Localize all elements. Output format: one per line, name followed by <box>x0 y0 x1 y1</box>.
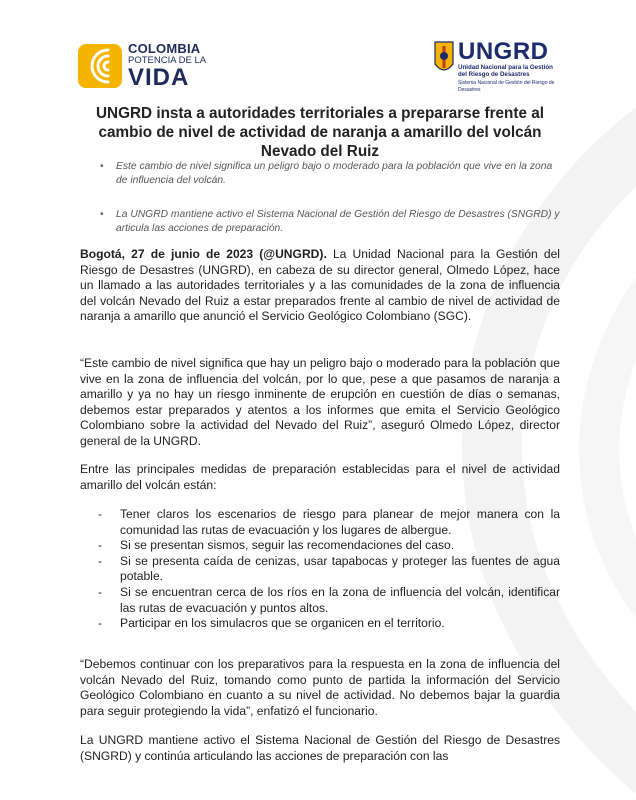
document-header <box>78 40 568 96</box>
body-paragraph-2: “Este cambio de nivel significa que hay un peligro bajo o moderado para la población que vive en la zona de influencia del volcán, por lo que, pese a que pasamos de naranja a amarillo y ya no hay un riesgo inminente de erupción en cuestión de días o semanas, debemos estar preparados y atentos a los informes que emita el Servicio Geológico Colombiano sobre la actividad del Nevado del Ruiz”, aseguró Olmedo López, director general de la UNGRD. <box>80 356 560 448</box>
measure-item: - Si se presentan sismos, seguir las recomendaciones del caso. <box>98 538 560 554</box>
ungrd-wordmark: UNGRD <box>458 38 549 65</box>
measure-item: - Participar en los simulacros que se organicen en el territorio. <box>98 616 560 632</box>
body-paragraph-3: Entre las principales medidas de preparación establecidas para el nivel de actividad amarillo del volcán están: <box>80 462 560 492</box>
highlight-list-1 <box>96 160 566 188</box>
highlight-item: • Este cambio de nivel significa un peligro bajo o moderado para la población que vive en la zona de influencia del volcán. <box>96 160 566 188</box>
ungrd-shield-icon <box>433 40 455 80</box>
ungrd-subtitle: Unidad Nacional para la Gestión del Riesgo de Desastres <box>458 64 553 78</box>
measures-list <box>98 507 560 632</box>
logo-line-potencia: POTENCIA DE LA <box>128 55 207 66</box>
press-release-title: UNGRD insta a autoridades territoriales a prepararse frente al cambio de nivel de actividad de naranja a amarillo del volcán Nevado del Ruiz <box>95 105 545 160</box>
ungrd-logo <box>433 40 568 94</box>
measure-item: - Tener claros los escenarios de riesgo para planear de mejor manera con la comunidad las rutas de evacuación y los lugares de albergue. <box>98 507 560 538</box>
colombia-wave-icon <box>78 44 122 88</box>
paragraph-text: La Unidad Nacional para la Gestión del Riesgo de Desastres (UNGRD), en cabeza de su director general, Olmedo López, hace un llamado a las autoridades territoriales y a las comunidades de la zona de influencia del volcán Nevado del Ruiz a estar preparados frente al cambio de nivel de actividad de naranja a amarillo que anunció el Servicio Geológico Colombiano (SGC). <box>80 247 560 324</box>
highlight-list-2 <box>96 208 566 236</box>
body-paragraph-5: La UNGRD mantiene activo el Sistema Nacional de Gestión del Riesgo de Desastres (SNGRD) y continúa articulando las acciones de preparación con las <box>80 733 560 763</box>
highlight-item: • La UNGRD mantiene activo el Sistema Nacional de Gestión del Riesgo de Desastres (SNGRD) y articula las acciones de preparación. <box>96 208 566 236</box>
measure-item: - Si se encuentran cerca de los ríos en la zona de influencia del volcán, identificar las rutas de evacuación y puntos altos. <box>98 585 560 616</box>
colombia-potencia-logo <box>78 42 206 90</box>
measure-item: - Si se presenta caída de cenizas, usar tapabocas y proteger las fuentes de agua potable. <box>98 554 560 585</box>
dateline: Bogotá, 27 de junio de 2023 (@UNGRD). <box>80 247 327 261</box>
ungrd-tagline: Sistema Nacional de Gestión del Riesgo de Desastres <box>458 80 555 93</box>
body-paragraph-4: “Debemos continuar con los preparativos para la respuesta en la zona de influencia del volcán Nevado del Ruiz, tomando como punto de partida la información del Servicio Geológico Colombiano en cuanto a su nivel de actividad. No debemos bajar la guardia para seguir protegiendo la vida”, enfatizó el funcionario. <box>80 657 560 718</box>
logo-line-vida: VIDA <box>128 63 190 91</box>
logo-line-colombia: COLOMBIA <box>128 41 201 56</box>
body-paragraph-1 <box>80 247 560 325</box>
